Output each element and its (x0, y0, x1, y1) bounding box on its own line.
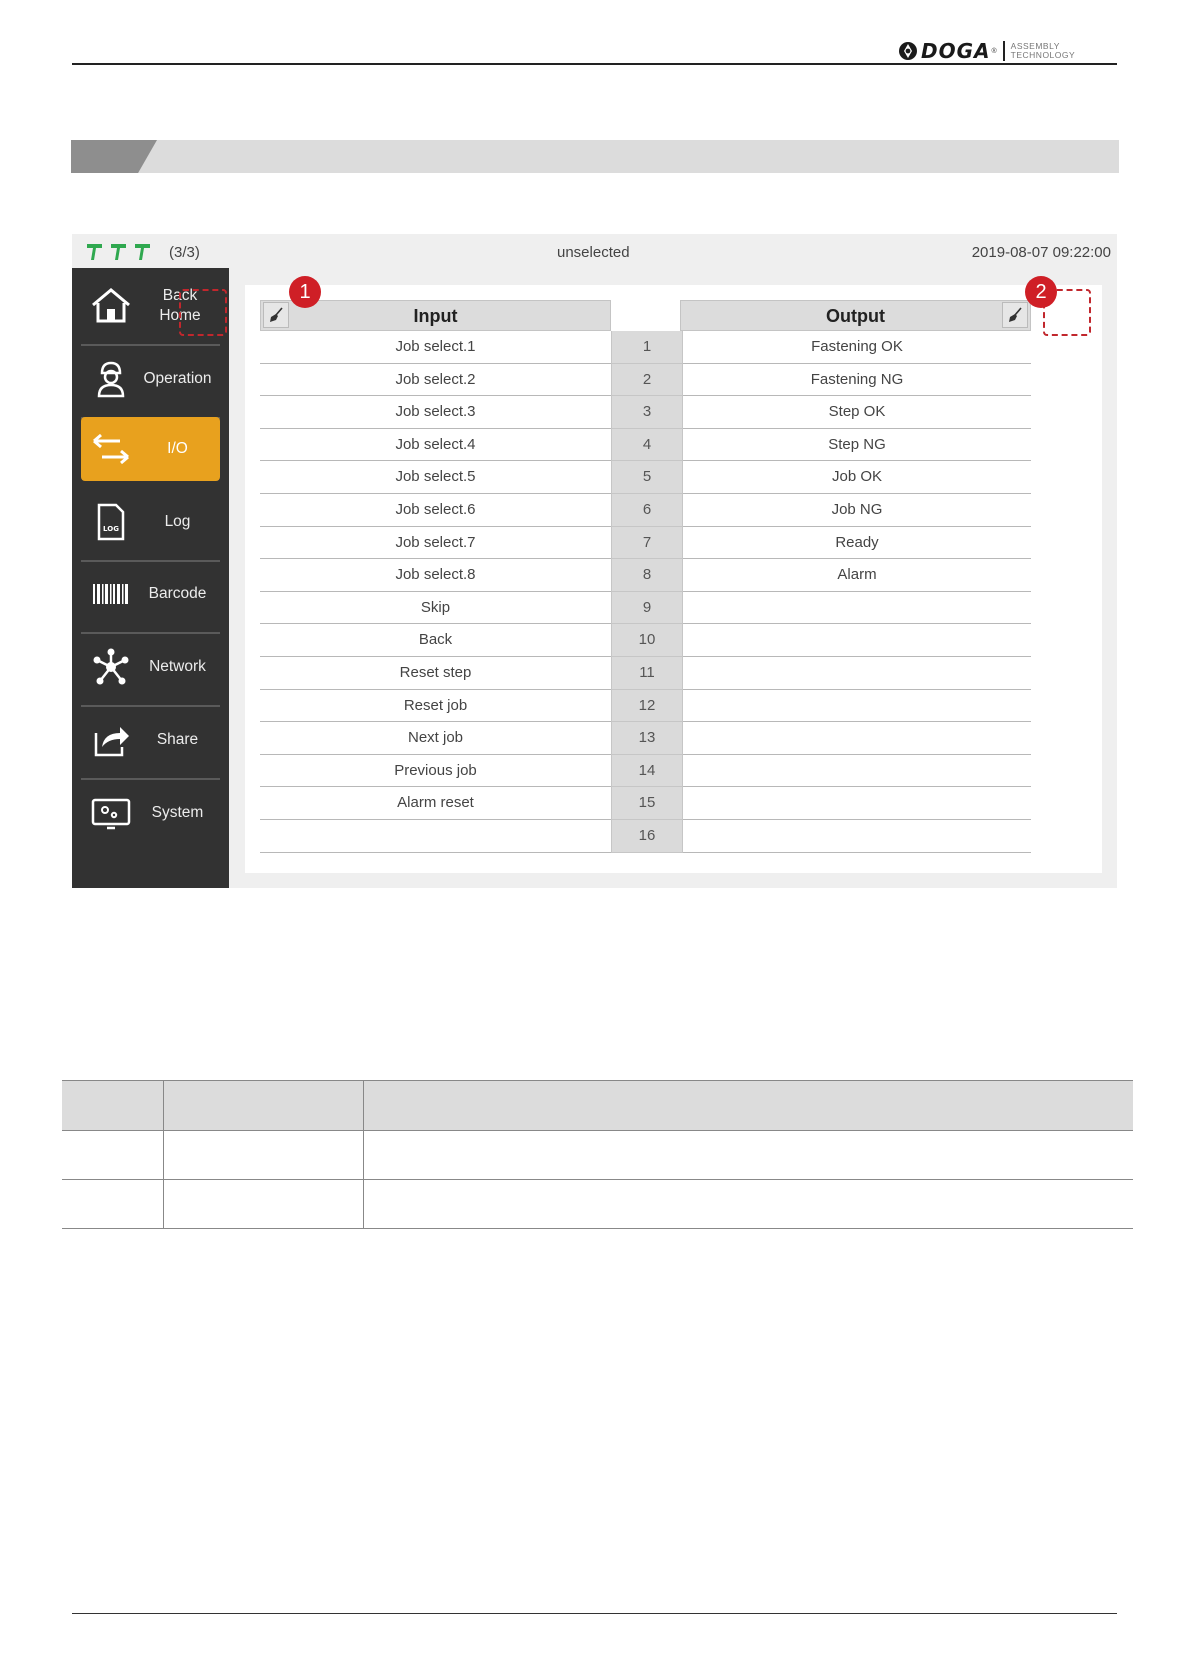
table-cell (164, 1131, 364, 1180)
input-cell[interactable]: Job select.4 (260, 429, 611, 462)
io-number-cell: 8 (611, 559, 683, 592)
sidebar-item-network[interactable] (81, 632, 220, 702)
table-header-cell (364, 1081, 1134, 1131)
io-number-cell: 13 (611, 722, 683, 755)
callout-marker-2: 2 (1025, 276, 1057, 308)
table-cell (62, 1131, 164, 1180)
operator-icon (90, 358, 132, 400)
sidebar-item-system[interactable] (81, 778, 220, 848)
callout-box-1 (179, 289, 227, 336)
output-header: Output (680, 300, 1031, 331)
output-cell[interactable]: Fastening OK (683, 331, 1031, 364)
output-cell[interactable] (683, 820, 1031, 853)
logo-tagline-line2: TECHNOLOGY (1010, 50, 1076, 60)
sidebar-item-operation[interactable] (81, 344, 220, 414)
section-banner-tab (71, 140, 157, 173)
io-table-row (260, 331, 1031, 364)
footer-rule (72, 1613, 1117, 1614)
input-cell[interactable]: Reset step (260, 657, 611, 690)
datetime: 2019-08-07 09:22:00 (971, 244, 1111, 261)
table-header-cell (164, 1081, 364, 1131)
table-header-row (62, 1081, 1133, 1131)
input-cell[interactable]: Job select.7 (260, 527, 611, 560)
output-clear-button[interactable] (1002, 302, 1028, 328)
broom-icon (1007, 307, 1023, 323)
output-cell[interactable]: Job OK (683, 461, 1031, 494)
output-cell[interactable]: Step OK (683, 396, 1031, 429)
input-clear-button[interactable] (263, 302, 289, 328)
io-table-row (260, 820, 1031, 853)
io-table-row (260, 461, 1031, 494)
sidebar-item-label: Barcode (148, 585, 207, 602)
table-cell (164, 1180, 364, 1229)
io-table-row (260, 657, 1031, 690)
tool-icon (134, 242, 151, 262)
input-cell[interactable]: Next job (260, 722, 611, 755)
sidebar-item-label: Back Home (159, 287, 201, 324)
input-cell[interactable]: Job select.1 (260, 331, 611, 364)
io-number-cell: 9 (611, 592, 683, 625)
io-table-row (260, 624, 1031, 657)
io-table-row (260, 494, 1031, 527)
output-cell[interactable] (683, 657, 1031, 690)
output-cell[interactable] (683, 787, 1031, 820)
sidebar-item-label: Network (149, 658, 206, 675)
output-cell[interactable]: Alarm (683, 559, 1031, 592)
input-cell[interactable]: Job select.3 (260, 396, 611, 429)
tool-icon (110, 242, 127, 262)
output-cell[interactable] (683, 624, 1031, 657)
io-number-cell: 16 (611, 820, 683, 853)
input-cell[interactable]: Previous job (260, 755, 611, 788)
output-cell[interactable] (683, 722, 1031, 755)
job-status: unselected (557, 244, 630, 261)
io-table-row (260, 787, 1031, 820)
io-table-row (260, 690, 1031, 723)
io-number-cell: 4 (611, 429, 683, 462)
sidebar-item-io[interactable] (81, 417, 220, 481)
io-number-cell: 3 (611, 396, 683, 429)
tool-count: (3/3) (169, 244, 200, 261)
io-number-cell: 1 (611, 331, 683, 364)
io-table-row (260, 559, 1031, 592)
io-number-cell: 11 (611, 657, 683, 690)
output-cell[interactable] (683, 592, 1031, 625)
input-cell[interactable]: Job select.8 (260, 559, 611, 592)
status-bar (72, 234, 1117, 268)
io-table-row (260, 396, 1031, 429)
io-number-cell: 14 (611, 755, 683, 788)
table-cell (364, 1131, 1134, 1180)
output-cell[interactable] (683, 690, 1031, 723)
input-header: Input (260, 300, 611, 331)
io-table-row (260, 722, 1031, 755)
input-cell[interactable]: Reset job (260, 690, 611, 723)
logo-registered: ® (991, 47, 997, 55)
doga-logo (898, 38, 1075, 64)
io-table-row (260, 527, 1031, 560)
sidebar-item-share[interactable] (81, 705, 220, 775)
sidebar-item-label: System (151, 804, 204, 821)
broom-icon (268, 307, 284, 323)
logo-separator (1003, 41, 1005, 61)
logo-tagline (1011, 42, 1076, 60)
sidebar (72, 268, 229, 888)
logo-tagline-line1: ASSEMBLY (1010, 41, 1060, 51)
doga-logo-mark-icon (898, 41, 918, 61)
log-file-icon (90, 501, 132, 543)
svg-text:LOG: LOG (103, 525, 119, 533)
io-table-row (260, 429, 1031, 462)
table-row (62, 1131, 1133, 1180)
io-table-body (260, 331, 1031, 853)
network-icon (90, 646, 132, 688)
output-cell[interactable]: Fastening NG (683, 364, 1031, 397)
io-arrows-icon (90, 428, 132, 470)
section-banner (71, 140, 1119, 173)
io-table-row (260, 592, 1031, 625)
io-panel (245, 285, 1102, 873)
io-number-cell: 7 (611, 527, 683, 560)
tool-icon (86, 242, 103, 262)
output-cell[interactable]: Job NG (683, 494, 1031, 527)
output-cell[interactable] (683, 755, 1031, 788)
io-number-cell: 10 (611, 624, 683, 657)
input-cell[interactable]: Skip (260, 592, 611, 625)
io-number-cell: 6 (611, 494, 683, 527)
home-icon (90, 285, 132, 327)
io-number-cell: 5 (611, 461, 683, 494)
io-table-row (260, 364, 1031, 397)
table-header-cell (62, 1081, 164, 1131)
input-cell[interactable]: Job select.2 (260, 364, 611, 397)
device-screen (72, 234, 1117, 888)
sidebar-item-label: I/O (167, 440, 188, 457)
sidebar-item-label: Log (164, 513, 191, 530)
output-cell[interactable]: Ready (683, 527, 1031, 560)
sidebar-item-barcode[interactable] (81, 559, 220, 629)
io-table-row (260, 755, 1031, 788)
io-number-cell: 12 (611, 690, 683, 723)
output-cell[interactable]: Step NG (683, 429, 1031, 462)
input-cell[interactable]: Back (260, 624, 611, 657)
table-row (62, 1180, 1133, 1229)
table-cell (364, 1180, 1134, 1229)
input-cell[interactable]: Job select.6 (260, 494, 611, 527)
sidebar-item-label: Operation (143, 370, 212, 387)
sidebar-item-label: Share (156, 731, 199, 748)
input-cell[interactable] (260, 820, 611, 853)
io-number-cell: 15 (611, 787, 683, 820)
input-cell[interactable]: Alarm reset (260, 787, 611, 820)
callout-marker-1: 1 (289, 276, 321, 308)
io-number-cell: 2 (611, 364, 683, 397)
system-icon (90, 792, 132, 834)
input-cell[interactable]: Job select.5 (260, 461, 611, 494)
sidebar-item-log[interactable] (81, 487, 220, 557)
logo-wordmark: DOGA (921, 39, 991, 63)
barcode-icon (90, 573, 132, 615)
share-icon (90, 719, 132, 761)
description-table (62, 1080, 1133, 1229)
table-cell (62, 1180, 164, 1229)
